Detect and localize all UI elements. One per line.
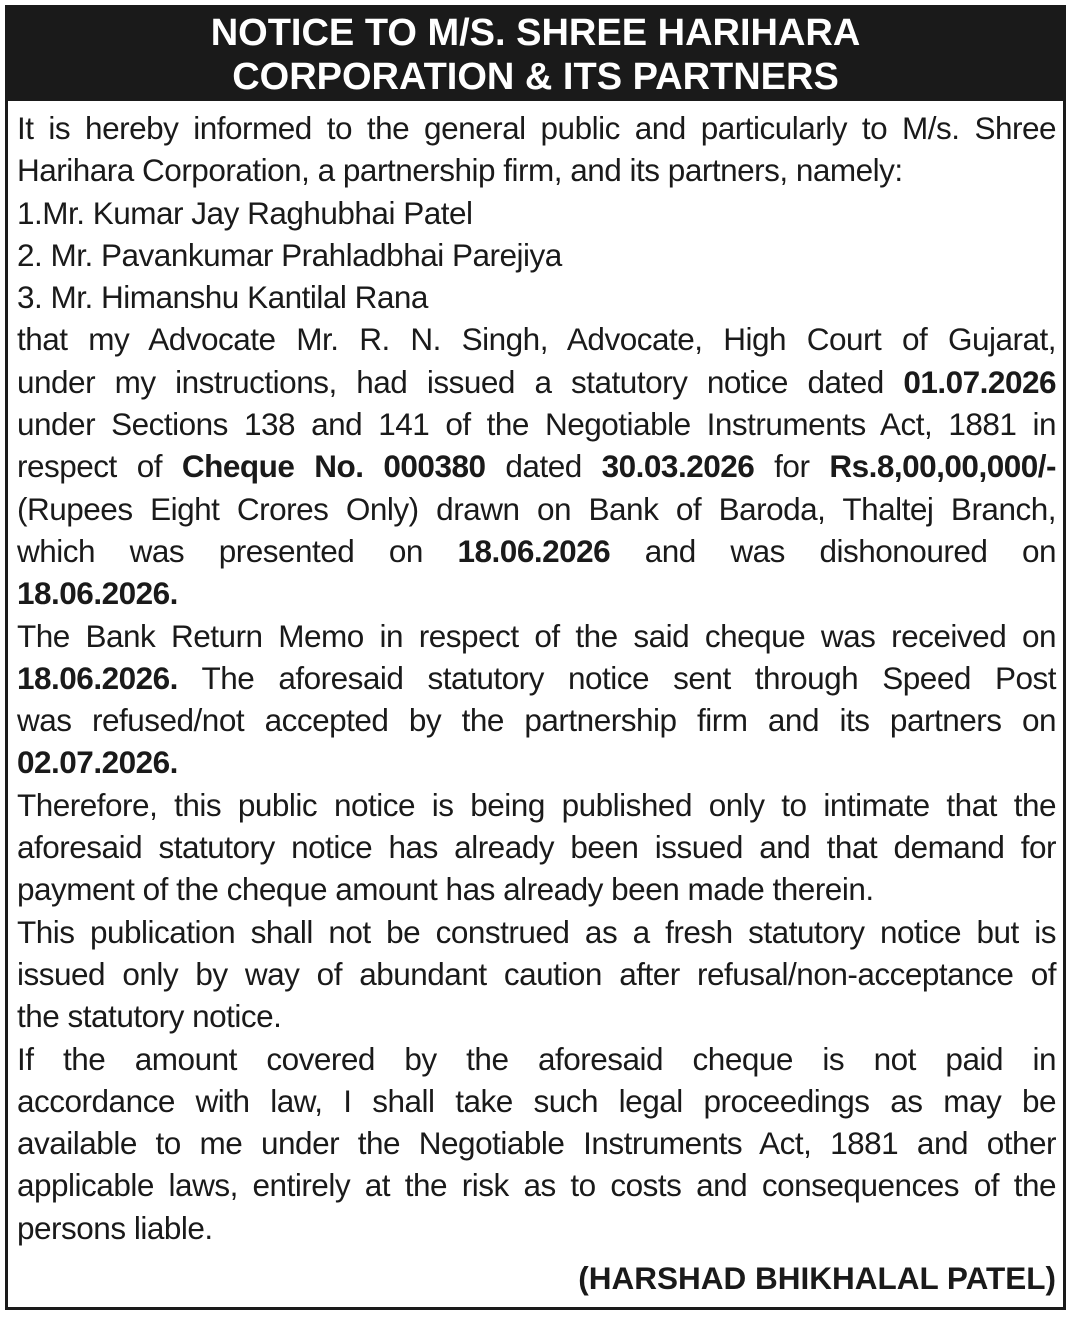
intro-line-1: It is hereby informed to the general public and particularly to M/s. Shree — [17, 110, 1056, 146]
para5-line-4: applicable laws, entirely at the risk as to costs and consequences of the — [17, 1167, 1056, 1204]
para5-line-1: If the amount covered by the aforesaid cheque is not paid in — [17, 1040, 1056, 1077]
para1-line-3: under Sections 138 and 141 of the Negotiable Instruments Act, 1881 in — [17, 406, 1056, 443]
title-line-1: NOTICE TO M/S. SHREE HARIHARA — [210, 11, 861, 54]
para1-line-2: under my instructions, had issued a statutory notice dated 01.07.2026 — [17, 363, 1056, 400]
presented-date: 18.06.2026 — [457, 532, 611, 569]
para4-line-3: the statutory notice. — [17, 998, 282, 1035]
cheque-number: Cheque No. 000380 — [181, 448, 486, 485]
partner-2: 2. Mr. Pavankumar Prahladbhai Parejiya — [17, 236, 562, 273]
notice-header — [8, 8, 1063, 101]
partner-1: 1.Mr. Kumar Jay Raghubhai Patel — [17, 194, 473, 231]
para3-line-2: aforesaid statutory notice has already been issued and that demand for — [17, 829, 1056, 866]
memo-date: 18.06.2026. — [17, 659, 178, 696]
notice-frame — [5, 5, 1066, 1310]
para2-line-3: was refused/not accepted by the partnership firm and its partners on — [17, 702, 1056, 739]
cheque-amount: Rs.8,00,00,000/- — [829, 448, 1056, 485]
refused-date: 02.07.2026. — [17, 744, 178, 781]
para4-line-2: issued only by way of abundant caution after refusal/non-acceptance of — [17, 955, 1056, 992]
para3-line-3: payment of the cheque amount has already been made therein. — [17, 871, 874, 908]
dishonoured-date: 18.06.2026. — [17, 575, 178, 612]
intro-line-2: Harihara Corporation, a partnership firm, and its partners, namely: — [17, 152, 903, 189]
para1-line-5: (Rupees Eight Crores Only) drawn on Bank of Baroda, Thaltej Branch, — [17, 490, 1056, 527]
para5-line-5: persons liable. — [17, 1209, 213, 1246]
para1-line-4: respect of Cheque No. 000380 dated 30.03.2026 for Rs.8,00,00,000/- — [17, 448, 1056, 485]
para1-line-7 — [17, 572, 1056, 614]
partner-3: 3. Mr. Himanshu Kantilal Rana — [17, 279, 428, 316]
para2-line-1: The Bank Return Memo in respect of the said cheque was received on — [17, 617, 1056, 654]
notice-body — [8, 101, 1063, 1299]
para4-line-1: This publication shall not be construed as a fresh statutory notice but is — [17, 913, 1056, 950]
para5-line-3: available to me under the Negotiable Instruments Act, 1881 and other — [17, 1125, 1056, 1162]
title-line-2: CORPORATION & ITS PARTNERS — [232, 55, 839, 98]
para5-line-2: accordance with law, I shall take such legal proceedings as may be — [17, 1082, 1056, 1119]
notice-date: 01.07.2026 — [903, 363, 1056, 400]
para3-line-1: Therefore, this public notice is being published only to intimate that the — [17, 786, 1056, 823]
signature: (HARSHAD BHIKHALAL PATEL) — [578, 1260, 1056, 1297]
cheque-date: 30.03.2026 — [601, 448, 755, 485]
para1-line-6: which was presented on 18.06.2026 and was dishonoured on — [17, 532, 1056, 569]
para2-line-4 — [17, 741, 1056, 783]
para1-line-1: that my Advocate Mr. R. N. Singh, Advocate, High Court of Gujarat, — [17, 321, 1056, 358]
para2-line-2: 18.06.2026. The aforesaid statutory notice sent through Speed Post — [17, 659, 1056, 696]
